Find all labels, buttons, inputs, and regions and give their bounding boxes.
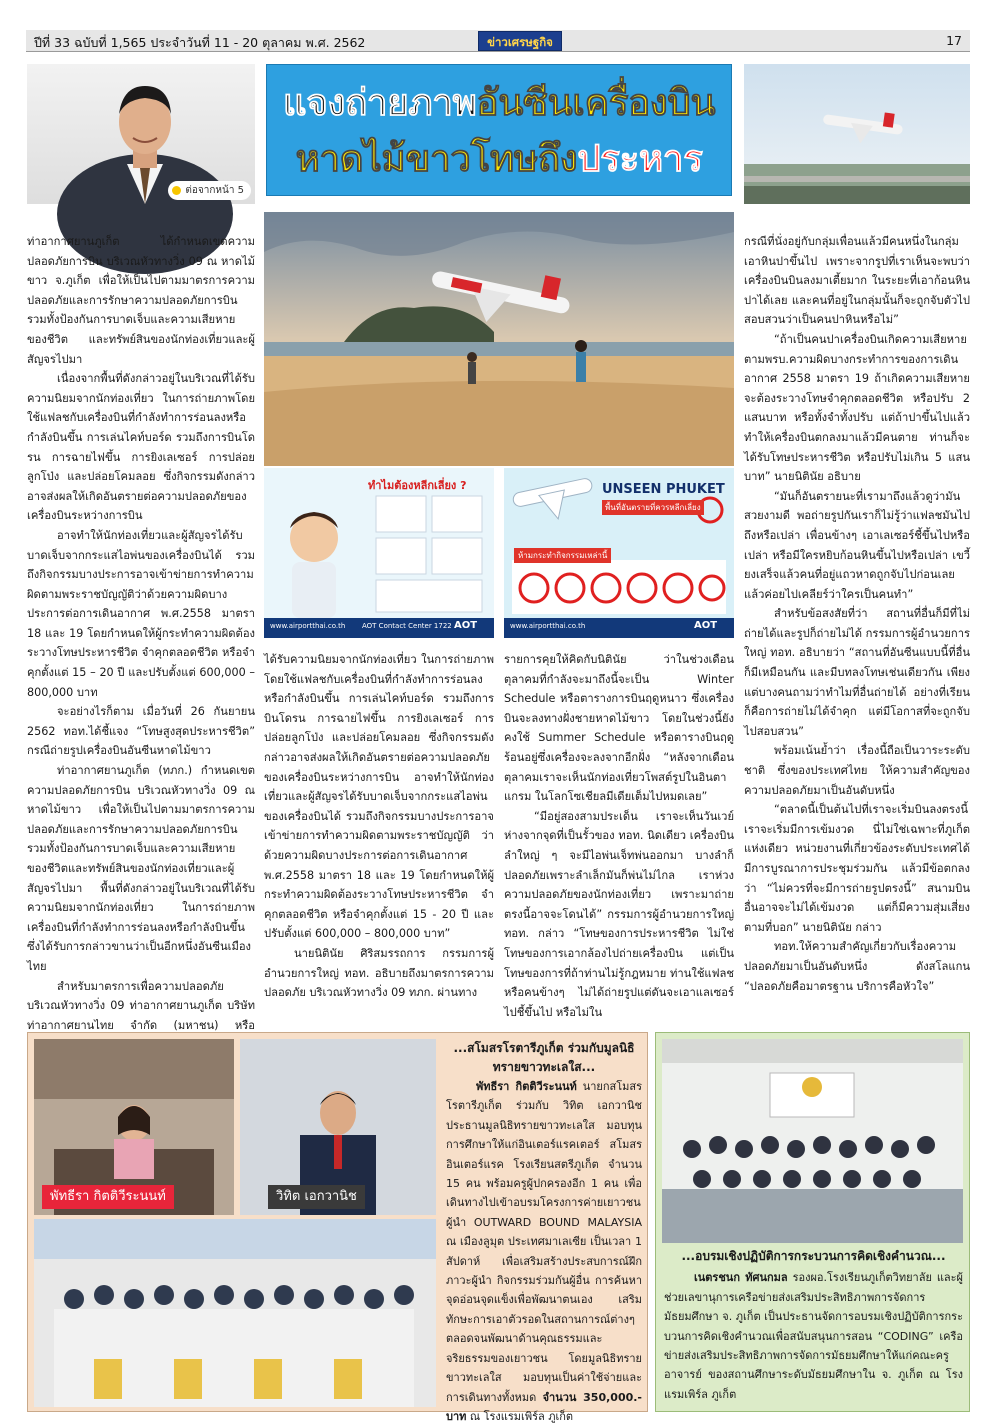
headline-part: หาดไม้ขาวโทษถึง xyxy=(295,137,578,180)
paragraph: ท่าอากาศยานภูเก็ต (ทภก.) กำหนดเขตความปลอดภัยการบิน บริเวณหัวทางวิ่ง 09 ณ หาดไม้ขาว เพื่อให้เป็นไปตามมาตรการความปลอดภัยและการรักษาความปลอดภัยการบิน รวมทั้งป้องกันการบาดเจ็บและความเสียหายของชีวิตและทรัพย์สินของนักท่องเที่ยวและผู้สัญจรไปมา พื้นที่ดังกล่าวอยู่ในบริเวณที่ได้รับความนิยมจากนักท่องเที่ยว ในการถ่ายภาพเครื่องบินที่กำลังทำการร่อนลงหรือกำลังบินขึ้น ซึ่งได้รับการกล่าวขานว่าเป็นอีกหนึ่งอันซีนเมืองไทย xyxy=(27,764,255,973)
continued-tag xyxy=(168,181,251,200)
beach-photo xyxy=(264,212,734,466)
headline-part: แจงถ่ายภาพ xyxy=(282,81,477,124)
paragraph: สำหรับมาตรการเพื่อความปลอดภัยบริเวณหัวทางวิ่ง 09 ท่าอากาศยานภูเก็ต บริษัท ท่าอากาศยานไทย จำกัด (มหาชน) หรือ xyxy=(27,979,255,1032)
article-column-2 xyxy=(264,650,494,1022)
headline-line-2 xyxy=(267,131,731,187)
paragraph: รายการคุยให้คิดกับนิตินัย ว่าในช่วงเดือนตุลาคมที่กำลังจะมาถึงนี้จะเป็น Winter Schedule หรือตารางการบินฤดูหนาว ซึ่งเครื่องบินจะลงทางฝั่งชายหาดไม้ขาว โดยในช่วงนี้ยังคงใช้ Summer Schedule หรือตารางบินฤดูร้อนอยู่ซึ่งเครื่องจะลงจากอีกฝั่ง “หลังจากเดือนตุลาคมเราจะเห็นนักท่องเที่ยวโพสต์รูปในอินตาแกรม ในโลกโซเชียลมีเดียเต็มไปหมดเลย” xyxy=(504,653,734,804)
paragraph: พร้อมเน้นย้ำว่า เรื่องนี้ถือเป็นวาระระดับชาติ ซึ่งของประเทศไทย ให้ความสำคัญของความปลอดภัยมาเป็นอันดับหนึ่ง xyxy=(744,744,970,797)
rotary-title-line-1: ...สโมสรโรตารีภูเก็ต ร่วมกับมูลนิธิ xyxy=(453,1041,635,1055)
paragraph: “ถ้าเป็นคนปาเครื่องบินเกิดความเสียหายตามพรบ.ความผิดบางกระทำการของการเดินอากาศ 2558 มาตรา 19 ถ้าเกิดความเสียหายจะต้องระวางโทษจำคุกตลอดชีวิต หรือปรับ 2 แสนบาท หรือทั้งจำทั้งปรับ แต่ถ้าปาขึ้นไปแล้วทำให้เครื่องบินตกลงมาแล้วมีคนตาย ท่านก็จะได้รับโทษประหารชีวิต หรือปรับไม่เกิน 5 แสนบาท” นายนิตินัย อธิบาย xyxy=(744,332,970,484)
paragraph: นายนิตินัย ศิริสมรรถการ กรรมการผู้อำนวยการใหญ่ ทอท. อธิบายถึงมาตรการความปลอดภัย บริเวณหัวทางวิ่ง 09 ทภก. ผ่านทาง xyxy=(264,946,494,1000)
training-panel xyxy=(655,1032,970,1412)
caption-pattheera: พัทธีรา กิตติวีระนนท์ xyxy=(42,1185,174,1209)
infographic-right-site: www.airportthai.co.th xyxy=(510,622,586,630)
paragraph: ได้รับความนิยมจากนักท่องเที่ยว ในการถ่ายภาพโดยใช้แฟลชกับเครื่องบินที่กำลังทำการร่อนลงหรือกำลังบินขึ้น การเล่นไคท์บอร์ด รวมถึงการบินโดรน การฉายไฟขึ้น การยิงเลเซอร์ การปล่อยลูกโป่ง และปล่อยโคมลอย ซึ่งกิจกรรมดังกล่าวอาจส่งผลให้เกิดอันตรายต่อความปลอดภัยของเครื่องบินระหว่างการบิน อาจทำให้นักท่องเที่ยวและผู้สัญจรได้รับบาดเจ็บจากกระแสไอพ่นของเครื่องบินได้ รวมถึงกิจกรรมบางประการอาจเข้าข่ายการทำความผิดตามพระราชบัญญัติ ว่าด้วยความผิดบางประการต่อการเดินอากาศ พ.ศ.2558 มาตรา 18 และ 19 โดยกำหนดให้ผู้กระทำความผิดต้องระวางโทษประหารชีวิต จำคุกตลอดชีวิต หรือจำคุกตั้งแต่ 15 - 20 ปี และปรับตั้งแต่ 600,000 – 800,000 บาท” xyxy=(264,653,494,941)
headline-box xyxy=(266,64,732,196)
rotary-body-name: พัทธีรา กิตติวีระนนท์ xyxy=(476,1080,577,1093)
headline-part: อันซีนเครื่องบิน xyxy=(476,81,716,124)
rotary-title-line-2: ทรายขาวทะเลใส... xyxy=(492,1060,596,1074)
rotary-panel xyxy=(27,1032,648,1423)
paragraph: กรณีที่นั่งอยู่กับกลุ่มเพื่อนแล้วมีคนหนึ่งในกลุ่มเอาหินปาขึ้นไป เพราะจากรูปที่เราเห็นจะพบว่าเครื่องบินบินลงมาเตี้ยมาก ในระยะที่เอาก้อนหินปาได้เลย และคนที่อยู่ในกลุ่มนั้นก็จะถูกจับตัวไปสอบสวนว่าเป็นคนปาหินหรือไม่” xyxy=(744,235,970,327)
rotary-body-amount: จำนวน 350,000.- บาท xyxy=(446,1390,642,1423)
infographic-left-contact: AOT Contact Center 1722 xyxy=(362,622,452,630)
infographic-right-title: UNSEEN PHUKET xyxy=(602,482,725,497)
paragraph: สำหรับข้อสงสัยที่ว่า สถานที่อื่นก็มีที่ไม่ถ่ายได้และรูปก็ถ่ายไม่ได้ กรรมการผู้อำนวยการใหญ่ ทอท. อธิบายว่า “สถานที่อันซีนแบบนี้ที่อื่นก็มีเหมือนกัน และมีบทลงโทษเช่นเดียวกัน เพียงแต่บางคนถามว่าทำไมที่อื่นถ่ายได้ อย่างที่เรียนก็คือการถ่ายไม่ได้จำคุก แต่มีโอกาสที่จะถูกจับไปสอบสวน” xyxy=(744,607,970,738)
issue-line: ปีที่ 33 ฉบับที่ 1,565 ประจำวันที่ 11 - 20 ตุลาคม พ.ศ. 2562 xyxy=(34,35,366,50)
training-story xyxy=(664,1247,963,1407)
training-body xyxy=(664,1268,963,1404)
paragraph: เนื่องจากพื้นที่ดังกล่าวอยู่ในบริเวณที่ได้รับความนิยมจากนักท่องเที่ยว ในการถ่ายภาพโดยใช้แฟลชกับเครื่องบินที่กำลังทำการร่อนลงหรือกำลังบินขึ้น การเล่นไคท์บอร์ด รวมถึงการบินโดรน การฉายไฟขึ้น การยิงเลเซอร์ การปล่อยลูกโป่ง และปล่อยโคมลอย ซึ่งกิจกรรมดังกล่าวอาจส่งผลให้เกิดอันตรายต่อความปลอดภัยของเครื่องบินระหว่างการบิน xyxy=(27,372,255,523)
infographic-left-title: ทำไมต้องหลีกเลี่ยง ? xyxy=(368,479,467,492)
article-column-3 xyxy=(504,650,734,1022)
rotary-story xyxy=(446,1039,642,1423)
page-number: 17 xyxy=(946,33,962,48)
plane-runway-photo xyxy=(744,64,970,204)
article-column-4 xyxy=(744,232,970,1022)
headline-line-1 xyxy=(267,75,731,131)
infographic-right-subtitle: พื้นที่อันตรายที่ควรหลีกเลี่ยง xyxy=(602,500,704,515)
paragraph: จะอย่างไรก็ตาม เมื่อวันที่ 26 กันยายน 2562 ทอท.ได้ชี้แจง “โทษสูงสุดประหารชีวิต” กรณีถ่ายรูปเครื่องบินอันซีนหาดไม้ขาว xyxy=(27,705,255,758)
infographic-right xyxy=(504,468,734,638)
infographic-left xyxy=(264,468,494,638)
portrait-photo xyxy=(27,64,255,204)
caption-witit: วิทิต เอกวานิช xyxy=(268,1185,365,1209)
infographic-right-brand: AOT xyxy=(694,620,718,631)
paragraph: ทอท.ให้ความสำคัญเกี่ยวกับเรื่องความปลอดภัยมาเป็นอันดับหนึ่ง ดังสโลแกน “ปลอดภัยคือมาตรฐาน บริการคือหัวใจ” xyxy=(744,940,970,993)
rotary-body-end: ณ โรงแรมเพิร์ล ภูเก็ต xyxy=(466,1409,574,1423)
infographic-left-site: www.airportthai.co.th xyxy=(270,622,346,630)
article-column-1 xyxy=(27,232,255,1032)
infographic-left-brand: AOT xyxy=(454,620,478,631)
training-body-name: เนตรชนก ทัศนกมล xyxy=(694,1271,788,1285)
paragraph: “ตลาดนี้เป็นต้นไปที่เราจะเริ่มบินลงตรงนี้ เราจะเริ่มมีการเข้มงวด นี่ไม่ใช่เฉพาะที่ภูเก็ตแห่งเดียว หน่วยงานที่เกี่ยวข้องระดับประเทศได้มีการบูรณาการประชุมร่วมกัน แล้วมีข้อตกลงว่า “ไม่ควรที่จะมีการถ่ายรูปตรงนี้” สนามบินอื่นอาจจะไม่ได้เข้มงวด แต่ก็มีความสุ่มเสี่ยงตามที่บอก” นายนิตินัย กล่าว xyxy=(744,803,970,934)
infographic-right-banner: ห้ามกระทำกิจกรรมเหล่านี้ xyxy=(514,548,611,563)
headline-part: ประหาร xyxy=(577,137,703,180)
newspaper-logo: ข่าวเศรษฐกิจ xyxy=(478,31,562,51)
continued-text: ต่อจากหน้า 5 xyxy=(185,185,244,196)
group-photo xyxy=(34,1219,436,1407)
paragraph: “มีอยู่สองสามประเด็น เราจะเห็นวันเวย์ห่างจากจุดที่เป็นรั้วของ ทอท. นิดเดียว เครื่องบินลำใหญ่ ๆ จะมีไอพ่นเจ็ทพ่นออกมา บางลำก็ปลอดภัยเพราะลำเล็กมันก็พ่นไม่ไกล เราห่วงความปลอดภัยของนักท่องเที่ยว เพราะมาถ่ายตรงนี้อาจจะโดนได้” กรรมการผู้อำนวยการใหญ่ ทอท. กล่าว “โทษของการประหารชีวิต ไม่ใช่โทษของการเอากล้องไปถ่ายเครื่องบิน แต่เป็นโทษของการที่ถ้าท่านไม่รู้กฎหมาย ท่านใช้แฟลช หรือคนข้างๆ ไม่ได้ถ่ายรูปแต่ดันจะเอาแลเซอร์ไปชี้ขึ้นไป หรือไม่ใน xyxy=(504,809,734,1019)
training-group-photo xyxy=(662,1039,963,1243)
page-header xyxy=(26,30,970,52)
training-body-text: รองผอ.โรงเรียนภูเก็ตวิทยาลัย และผู้ช่วยเลขานุการเครือข่ายส่งเสริมประสิทธิภาพการจัดการมัธยมศึกษา จ. ภูเก็ต เป็นประธานจัดการอบรมเชิงปฏิบัติการกระบวนการคิดเชิงคำนวณเพื่อสนับสนุนการสอน “CODING” เครือข่ายส่งเสริมประสิทธิภาพการจัดการมัธยมศึกษาให้แก่คณะครู อาจารย์ ของสถานศึกษาระดับมัธยมศึกษาใน จ. ภูเก็ต ณ โรงแรมเพิร์ล ภูเก็ต xyxy=(664,1271,964,1401)
paragraph: ท่าอากาศยานภูเก็ต ได้กำหนดเขตความปลอดภัยการบิน บริเวณหัวทางวิ่ง 09 ณ หาดไม้ขาว จ.ภูเก็ต เพื่อให้เป็นไปตามมาตรการความปลอดภัยและการรักษาความปลอดภัยการบิน รวมทั้งป้องกันการบาดเจ็บและความเสียหายของชีวิต และทรัพย์สินของนักท่องเที่ยวและผู้สัญจรไปมา xyxy=(27,235,255,366)
rotary-body xyxy=(446,1077,642,1426)
paragraph: “มันก็อันตรายนะที่เรามาถึงแล้วดูว่ามันสวยงามดี พอถ่ายรูปกันเราก็ไม่รู้ว่าแฟลชมันไปถึงหรือเปล่า เพื่อนข้างๆ เอาเลเซอร์ชี้ขึ้นไปหรือเปล่า หรือมีใครหยิบก้อนหินขึ้นไปหรือเปล่า เขวี้ยงเสร็จแล้วคนที่อยู่แถวหาดถูกจับไปก่อนเลย แล้วค่อยไปเคลียร์ว่าใครเป็นคนทำ” xyxy=(744,489,970,601)
paragraph: อาจทำให้นักท่องเที่ยวและผู้สัญจรได้รับบาดเจ็บจากกระแสไอพ่นของเครื่องบินได้ รวมถึงกิจกรรมบางประการอาจเข้าข่ายการทำความผิดตามพระราชบัญญัติว่าด้วยความผิดบางประการต่อการเดินอากาศ พ.ศ.2558 มาตรา 18 และ 19 โดยกำหนดให้ผู้กระทำความผิดต้องระวางโทษประหารชีวิต จำคุกตลอดชีวิต หรือจำคุกตั้งแต่ 15 – 20 ปี และปรับตั้งแต่ 600,000 – 800,000 บาท xyxy=(27,528,255,699)
training-title: ...อบรมเชิงปฏิบัติการกระบวนการคิดเชิงคำนวณ... xyxy=(681,1249,946,1263)
bullet-icon xyxy=(172,186,181,195)
rotary-body-text: นายกสโมสรโรตารีภูเก็ต ร่วมกับ วิทิต เอกวานิช ประธานมูลนิธิทรายขาวทะเลใส มอบทุนการศึกษาให้แก่อินเตอร์แรคเตอร์ สโมสรอินเตอร์แรค โรงเรียนสตรีภูเก็ต จำนวน 15 คน พร้อมครูผู้ปกครองอีก 1 คน เพื่อเดินทางไปเข้าอบรมโครงการค่ายเยาวชนผู้นำ OUTWARD BOUND MALAYSIA ณ เมืองลูมุต ประเทศมาเลเซีย เป็นเวลา 1 สัปดาห์ เพื่อเสริมสร้างประสบการณ์ฝึกภาวะผู้นำ กิจกรรมร่วมกันผู้อื่น การค้นหาจุดอ่อนจุดแข็งเพื่อพัฒนาตนเอง เสริมทักษะการเอาตัวรอดในสถานการณ์ต่างๆ ตลอดจนพัฒนาด้านคุณธรรมและจริยธรรมของเยาวชน โดยมูลนิธิทรายขาวทะเลใส มอบทุนเป็นค่าใช้จ่ายและการเดินทางทั้งหมด xyxy=(446,1080,642,1404)
